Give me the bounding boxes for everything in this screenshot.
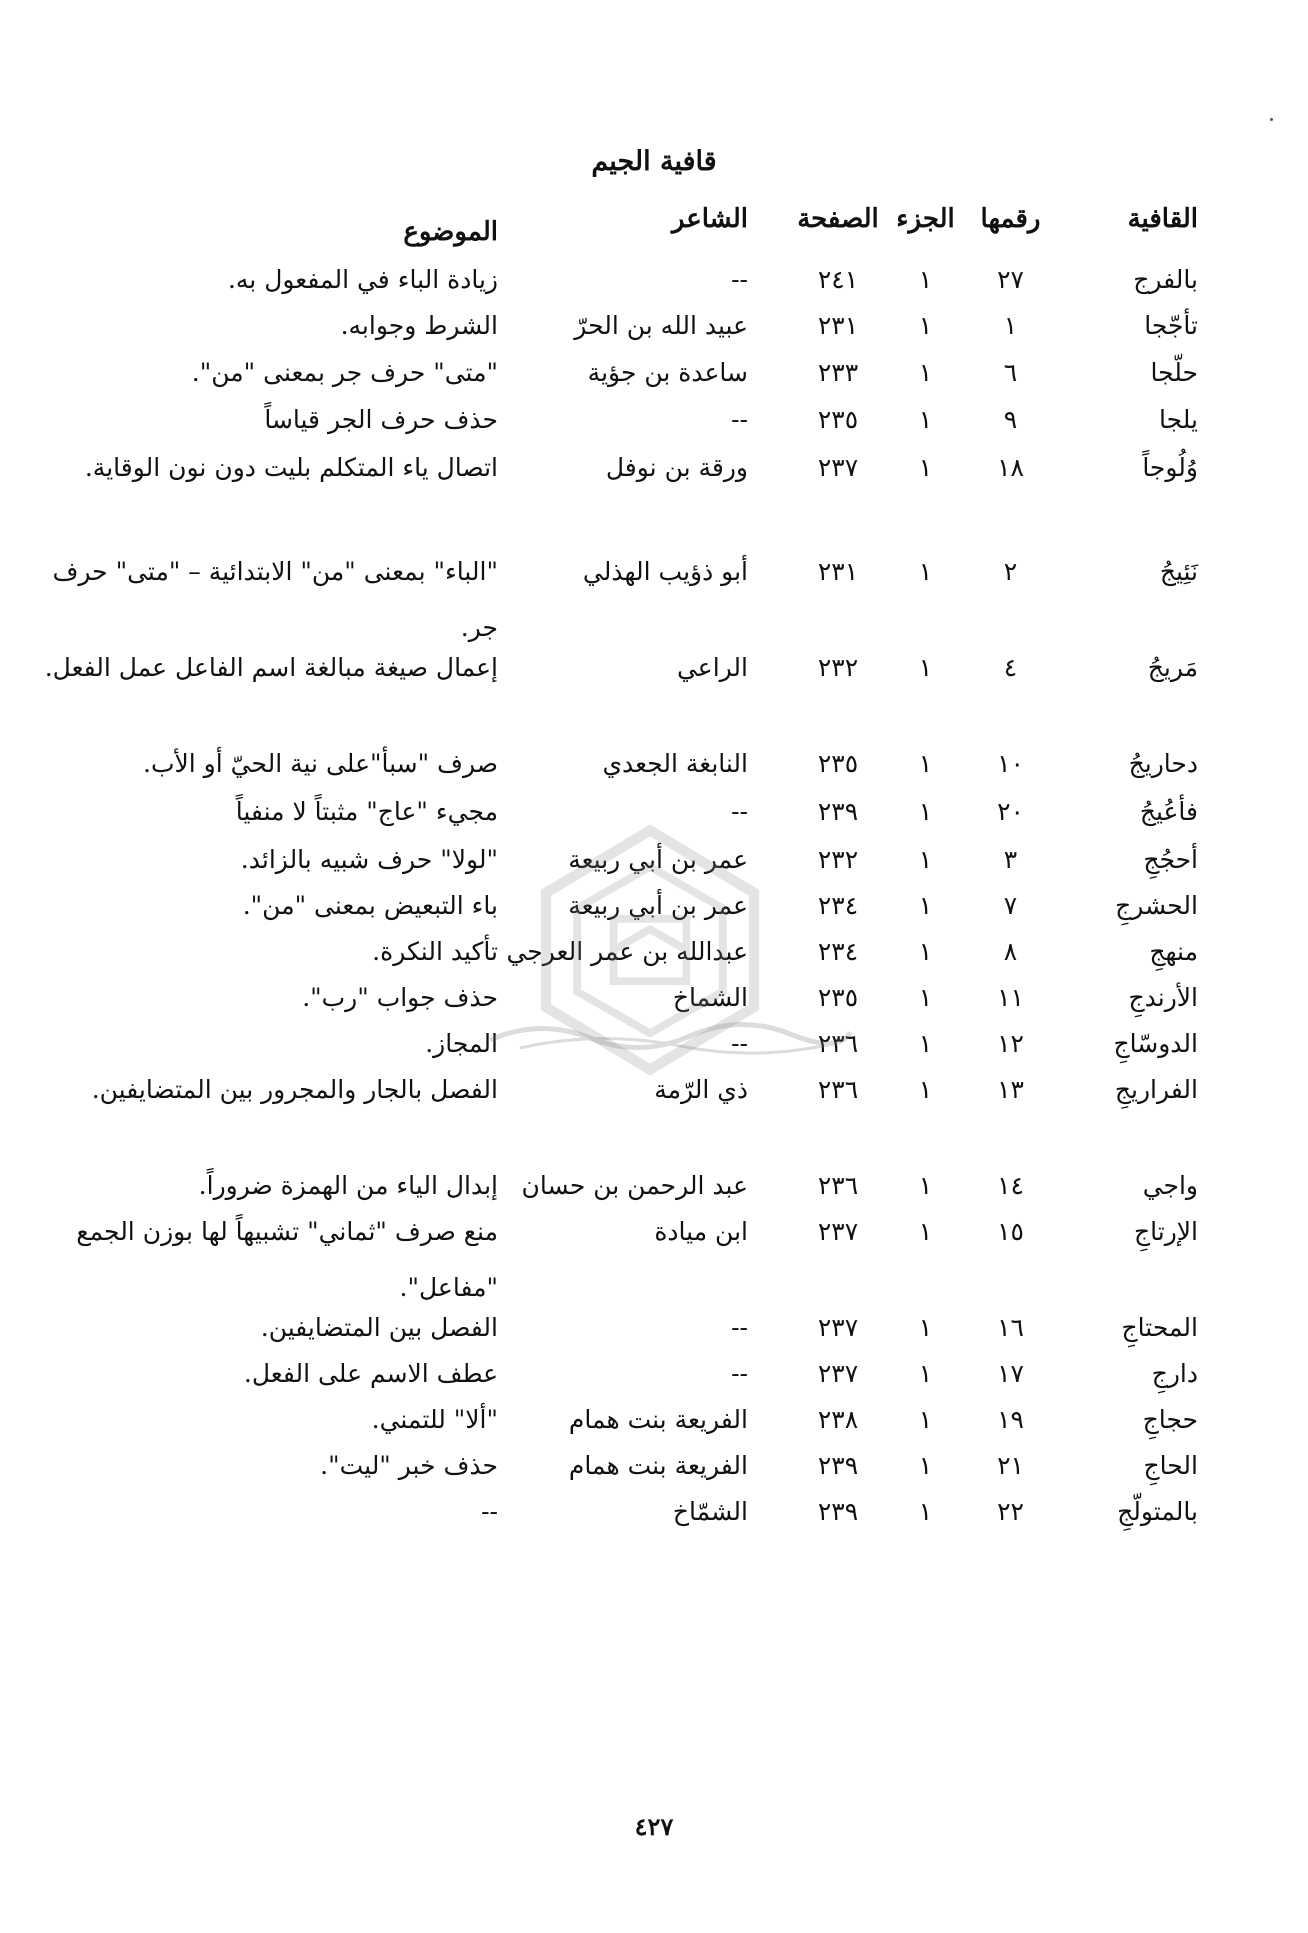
row-page: ٢٣١ [817, 311, 859, 340]
row-poet: -- [731, 797, 748, 826]
row-page: ٢٣٧ [817, 1359, 859, 1388]
row-part: ١ [918, 1313, 933, 1342]
table-row [18, 1346, 1198, 1392]
row-rhyme: الإرتاجِ [1134, 1217, 1198, 1246]
row-topic: الفصل بين المتضايفين. [260, 1313, 498, 1342]
row-part: ١ [918, 453, 933, 482]
row-part: ١ [918, 358, 933, 387]
row-topic: الشرط وجوابه. [340, 311, 498, 340]
row-part: ١ [918, 749, 933, 778]
row-topic: المجاز. [425, 1029, 498, 1058]
row-part: ١ [918, 1451, 933, 1480]
row-rhyme: أحجُجِ [1143, 845, 1198, 874]
row-page: ٢٣٤ [817, 891, 859, 920]
row-page: ٢٣٥ [817, 983, 859, 1012]
row-topic: زيادة الباء في المفعول به. [227, 265, 498, 294]
header-rhyme: القافية [1127, 204, 1198, 234]
row-page: ٢٤١ [817, 265, 859, 294]
row-rhyme: نَئِيجُ [1159, 557, 1198, 586]
row-topic: "لولا" حرف شبيه بالزائد. [240, 845, 498, 874]
row-number: ٢١ [997, 1451, 1024, 1480]
row-page: ٢٣٢ [817, 845, 859, 874]
row-part: ١ [918, 653, 933, 682]
row-poet: عمر بن أبي ربيعة [568, 891, 748, 920]
row-page: ٢٣٩ [817, 797, 859, 826]
row-part: ١ [918, 1359, 933, 1388]
table-row [18, 1438, 1198, 1484]
row-rhyme: الحشرجِ [1115, 891, 1198, 920]
row-number: ١ [1003, 311, 1018, 340]
row-poet: -- [731, 1359, 748, 1388]
row-page: ٢٣٥ [817, 405, 859, 434]
row-part: ١ [918, 1171, 933, 1200]
row-poet: ذي الرّمة [654, 1075, 748, 1104]
row-topic: -- [481, 1497, 498, 1526]
row-page: ٢٣٩ [817, 1451, 859, 1480]
row-poet: أبو ذؤيب الهذلي [582, 557, 748, 586]
table-row [18, 1392, 1198, 1438]
row-rhyme: دحاريجُ [1128, 749, 1198, 778]
row-part: ١ [918, 405, 933, 434]
row-number: ١٢ [997, 1029, 1024, 1058]
row-poet: النابغة الجعدي [602, 749, 748, 778]
row-number: ٧ [1003, 891, 1018, 920]
row-part: ١ [918, 1497, 933, 1526]
row-page: ٢٣١ [817, 557, 859, 586]
row-part: ١ [918, 1217, 933, 1246]
row-number: ٦ [1003, 358, 1018, 387]
section-title: قافية الجيم [591, 146, 717, 177]
row-rhyme: الأرندجِ [1128, 983, 1198, 1012]
row-page: ٢٣٩ [817, 1497, 859, 1526]
row-number: ١٣ [997, 1075, 1024, 1104]
row-rhyme: تأجّجا [1144, 311, 1198, 340]
row-rhyme: وُلُوجاً [1142, 453, 1198, 482]
row-number: ٤ [1003, 653, 1018, 682]
table-row [18, 640, 1198, 736]
row-page: ٢٣٧ [817, 453, 859, 482]
row-page: ٢٣٢ [817, 653, 859, 682]
row-topic: صرف "سبأ"على نية الحيّ أو الأب. [143, 749, 498, 778]
row-poet: -- [731, 1029, 748, 1058]
row-poet: -- [731, 405, 748, 434]
row-number: ٢ [1003, 557, 1018, 586]
row-topic: منع صرف "ثماني" تشبيهاً لها بوزن الجمع "مفاعل". [76, 1217, 498, 1302]
row-part: ١ [918, 891, 933, 920]
row-part: ١ [918, 265, 933, 294]
row-number: ١٧ [997, 1359, 1024, 1388]
row-part: ١ [918, 845, 933, 874]
table-row [18, 392, 1198, 440]
row-poet: ساعدة بن جؤية [587, 358, 748, 387]
row-topic: الفصل بالجار والمجرور بين المتضايفين. [91, 1075, 498, 1104]
row-topic: "ألا" للتمني. [371, 1405, 498, 1434]
row-page: ٢٣٦ [817, 1029, 859, 1058]
row-topic: حذف جواب "رب". [302, 983, 498, 1012]
row-topic: عطف الاسم على الفعل. [243, 1359, 498, 1388]
row-topic: باء التبعيض بمعنى "من". [242, 891, 498, 920]
row-page: ٢٣٤ [817, 937, 859, 966]
row-rhyme: منهجِ [1149, 937, 1198, 966]
table-row [18, 252, 1198, 298]
row-page: ٢٣٨ [817, 1405, 859, 1434]
row-number: ١٤ [997, 1171, 1024, 1200]
row-number: ٢٧ [997, 265, 1024, 294]
row-number: ١٥ [997, 1217, 1024, 1246]
row-rhyme: حجاجِ [1142, 1405, 1198, 1434]
row-rhyme: يلجا [1159, 405, 1198, 434]
row-part: ١ [918, 797, 933, 826]
row-topic: "الباء" بمعنى "من" الابتدائية – "متى" حرف جر. [52, 557, 498, 642]
header-topic: الموضوع [403, 217, 498, 247]
row-rhyme: بالفرج [1133, 265, 1198, 294]
row-page: ٢٣٦ [817, 1075, 859, 1104]
table-row [18, 1300, 1198, 1346]
row-poet: عبد الرحمن بن حسان [521, 1171, 748, 1200]
row-part: ١ [918, 1075, 933, 1104]
row-rhyme: المحتاجِ [1121, 1313, 1198, 1342]
row-poet: الفريعة بنت همام [568, 1405, 748, 1434]
row-rhyme: واجي [1142, 1171, 1198, 1200]
row-part: ١ [918, 1405, 933, 1434]
row-topic: مجيء "عاج" مثبتاً لا منفياً [235, 797, 498, 826]
row-topic: إبدال الياء من الهمزة ضروراً. [198, 1171, 498, 1200]
row-poet: الشماخ [672, 983, 748, 1012]
row-page: ٢٣٧ [817, 1313, 859, 1342]
row-rhyme: فأعُيجُ [1139, 797, 1198, 826]
table-row [18, 1484, 1198, 1534]
row-number: ٩ [1003, 405, 1018, 434]
row-topic: إعمال صيغة مبالغة اسم الفاعل عمل الفعل. [44, 653, 498, 682]
row-page: ٢٣٣ [817, 358, 859, 387]
page-number: ٤٢٧ [634, 1812, 674, 1841]
header-page: الصفحة [797, 204, 879, 234]
row-number: ٢٠ [997, 797, 1024, 826]
row-poet: عبيد الله بن الحرّ [574, 311, 748, 340]
table-row [18, 544, 1198, 640]
row-rhyme: الفراريجِ [1114, 1075, 1198, 1104]
table-row [18, 1204, 1198, 1300]
row-topic: اتصال ياء المتكلم بليت دون نون الوقاية. [84, 453, 498, 482]
row-topic: حذف خبر "ليت". [320, 1451, 498, 1480]
row-rhyme: مَريجُ [1147, 653, 1198, 682]
row-page: ٢٣٧ [817, 1217, 859, 1246]
row-part: ١ [918, 983, 933, 1012]
row-number: ١٩ [997, 1405, 1024, 1434]
row-rhyme: الحاجِ [1143, 1451, 1198, 1480]
row-poet: الشمّاخ [672, 1497, 748, 1526]
row-poet: -- [731, 1313, 748, 1342]
row-poet: ورقة بن نوفل [605, 453, 748, 482]
row-number: ٣ [1003, 845, 1018, 874]
row-part: ١ [918, 937, 933, 966]
table-row [18, 736, 1198, 784]
table-row [18, 298, 1198, 345]
row-topic: تأكيد النكرة. [372, 937, 498, 966]
table-row [18, 440, 1198, 544]
row-topic: "متى" حرف جر بمعنى "من". [191, 358, 498, 387]
row-rhyme: حلّجا [1150, 358, 1198, 387]
row-part: ١ [918, 557, 933, 586]
row-rhyme: دارجِ [1151, 1359, 1198, 1388]
row-rhyme: الدوسّاجِ [1113, 1029, 1198, 1058]
header-number: رقمها [980, 204, 1041, 234]
table-row [18, 345, 1198, 392]
row-poet: الراعي [676, 653, 748, 682]
scan-speck [1270, 118, 1273, 121]
row-page: ٢٣٦ [817, 1171, 859, 1200]
row-number: ١٦ [997, 1313, 1024, 1342]
row-poet: عبدالله بن عمر العرجي [506, 937, 748, 966]
row-poet: -- [731, 265, 748, 294]
row-number: ١١ [997, 983, 1024, 1012]
table-row [18, 1158, 1198, 1204]
row-poet: عمر بن أبي ربيعة [568, 845, 748, 874]
row-number: ١٠ [997, 749, 1024, 778]
seal-caption-watermark [480, 1010, 860, 1056]
table-header-row [18, 204, 1198, 252]
row-number: ٨ [1003, 937, 1018, 966]
row-poet: ابن ميادة [654, 1217, 748, 1246]
row-poet: الفريعة بنت همام [568, 1451, 748, 1480]
row-rhyme: بالمتولّجِ [1117, 1497, 1198, 1526]
row-number: ١٨ [997, 453, 1024, 482]
row-number: ٢٢ [997, 1497, 1024, 1526]
row-part: ١ [918, 311, 933, 340]
row-page: ٢٣٥ [817, 749, 859, 778]
header-poet: الشاعر [671, 204, 748, 234]
row-part: ١ [918, 1029, 933, 1058]
row-topic: حذف حرف الجر قياساً [264, 405, 498, 434]
header-part: الجزء [896, 204, 955, 234]
